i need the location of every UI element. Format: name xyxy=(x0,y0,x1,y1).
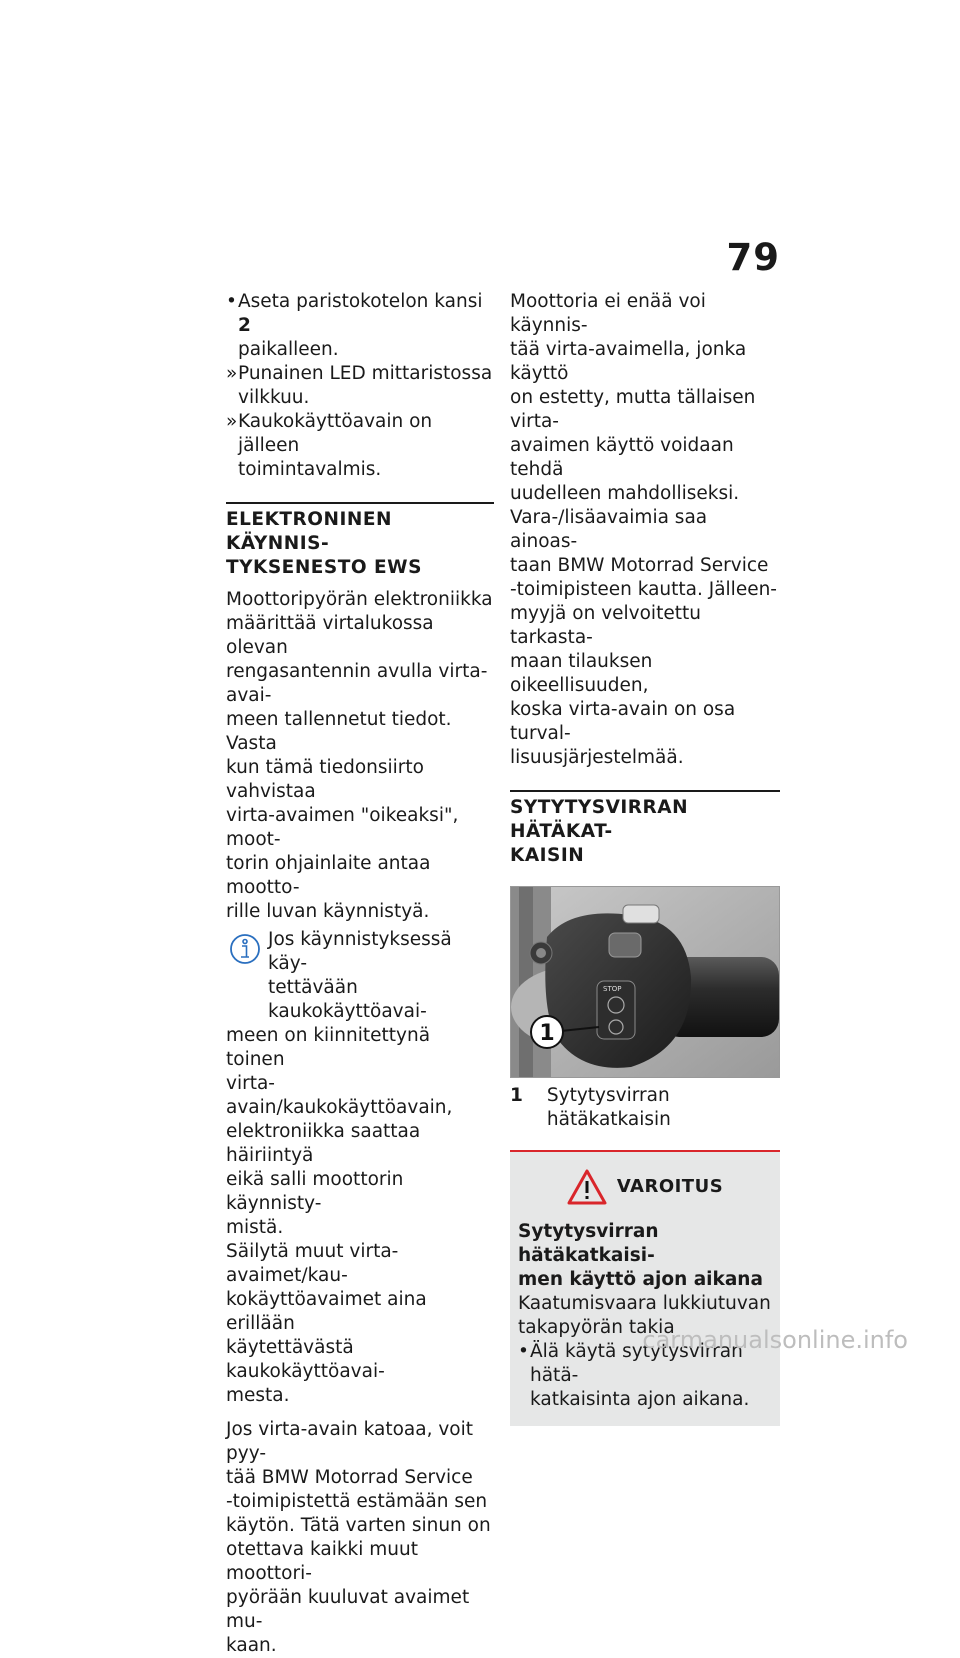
paragraph: Jos virta-avain katoaa, voit pyy- tää BMW Motorrad Service -toimipistettä estämään sen käytön. Tätä varten sinun on otettava kaikki muut moottori- pyörään kuuluvat avaimet mu- kaan. xyxy=(226,1419,491,1656)
warning-triangle-icon xyxy=(567,1169,607,1205)
figure-caption xyxy=(510,1084,780,1132)
paragraph: Säilytä muut virta-avaimet/kau- kokäyttöavaimet aina erillään käytettävästä kaukokäyttöavai- mesta. xyxy=(226,1241,427,1406)
info-note: Jos käynnistyksessä käy- tettävään kaukokäyttöavai- meen on kiinnitettynä toinen virta-avain/kaukokäyttöavain, elektroniikka saattaa häiriintyä eikä salli moottorin käynnisty- mistä. xyxy=(226,929,453,1238)
warning-box xyxy=(510,1150,780,1426)
section-heading-ews: ELEKTRONINEN KÄYNNIS- TYKSENESTO EWS xyxy=(226,502,494,580)
result-marker: » xyxy=(226,363,238,384)
warning-heading: Sytytysvirran hätäkatkaisi- men käyttö ajon aikana xyxy=(518,1221,763,1290)
warning-title: VAROITUS xyxy=(616,1176,724,1197)
list-text: vilkkuu. xyxy=(238,387,310,408)
list-text: Kaukokäyttöavain on jälleen xyxy=(238,411,433,456)
bullet-marker: • xyxy=(226,291,237,312)
left-column xyxy=(226,290,494,1658)
list-text: Aseta paristokotelon kansi xyxy=(238,291,483,312)
caption-number: 1 xyxy=(510,1085,523,1106)
paragraph: Vara-/lisäavaimia saa ainoas- taan BMW Motorrad Service -toimipisteen kautta. Jälleen- myyjä on velvoitettu tarkasta- maan tilauksen oikeellisuuden, koska virta-avain on osa turval- lisuusjärjestelmää. xyxy=(510,507,777,768)
right-column xyxy=(510,290,780,1426)
callout-1: 1 xyxy=(539,1021,555,1046)
handlebar-illustration xyxy=(511,887,779,1077)
handlebar-switch-photo xyxy=(510,886,780,1078)
caption-text: Sytytysvirran hätäkatkaisin xyxy=(546,1085,671,1130)
stop-label: STOP xyxy=(603,985,622,993)
list-text: toimintavalmis. xyxy=(238,459,382,480)
watermark: carmanualsonline.info xyxy=(642,1326,908,1354)
page-number: 79 xyxy=(726,236,780,279)
list-item xyxy=(226,362,494,410)
list-item xyxy=(226,410,494,482)
list-text: paikalleen. xyxy=(238,339,339,360)
paragraph: Moottoria ei enää voi käynnis- tää virta-avaimella, jonka käyttö on estetty, mutta tällaisen virta- avaimen käyttö voidaan tehdä uudelleen mahdolliseksi. xyxy=(510,291,756,504)
info-icon xyxy=(228,932,262,966)
list-item xyxy=(226,290,494,362)
reference-number: 2 xyxy=(238,315,251,336)
section-heading-kill-switch: SYTYTYSVIRRAN HÄTÄKAT- KAISIN xyxy=(510,790,780,868)
paragraph: Moottoripyörän elektroniikka määrittää virtalukossa olevan rengasantennin avulla virta-avai- meen tallennetut tiedot. Vasta kun tämä tiedonsiirto vahvistaa virta-avaimen "oikeaksi", moot- torin ohjainlaite antaa mootto- rille luvan käynnistyä. xyxy=(226,589,493,922)
warning-body: Kaatumisvaara lukkiutuvan takapyörän takia xyxy=(518,1293,771,1338)
warning-bullet: • Älä käytä sytytysvirran hätä- katkaisinta ajon aikana. xyxy=(518,1341,750,1410)
result-marker: » xyxy=(226,411,238,432)
list-text: Punainen LED mittaristossa xyxy=(238,363,493,384)
